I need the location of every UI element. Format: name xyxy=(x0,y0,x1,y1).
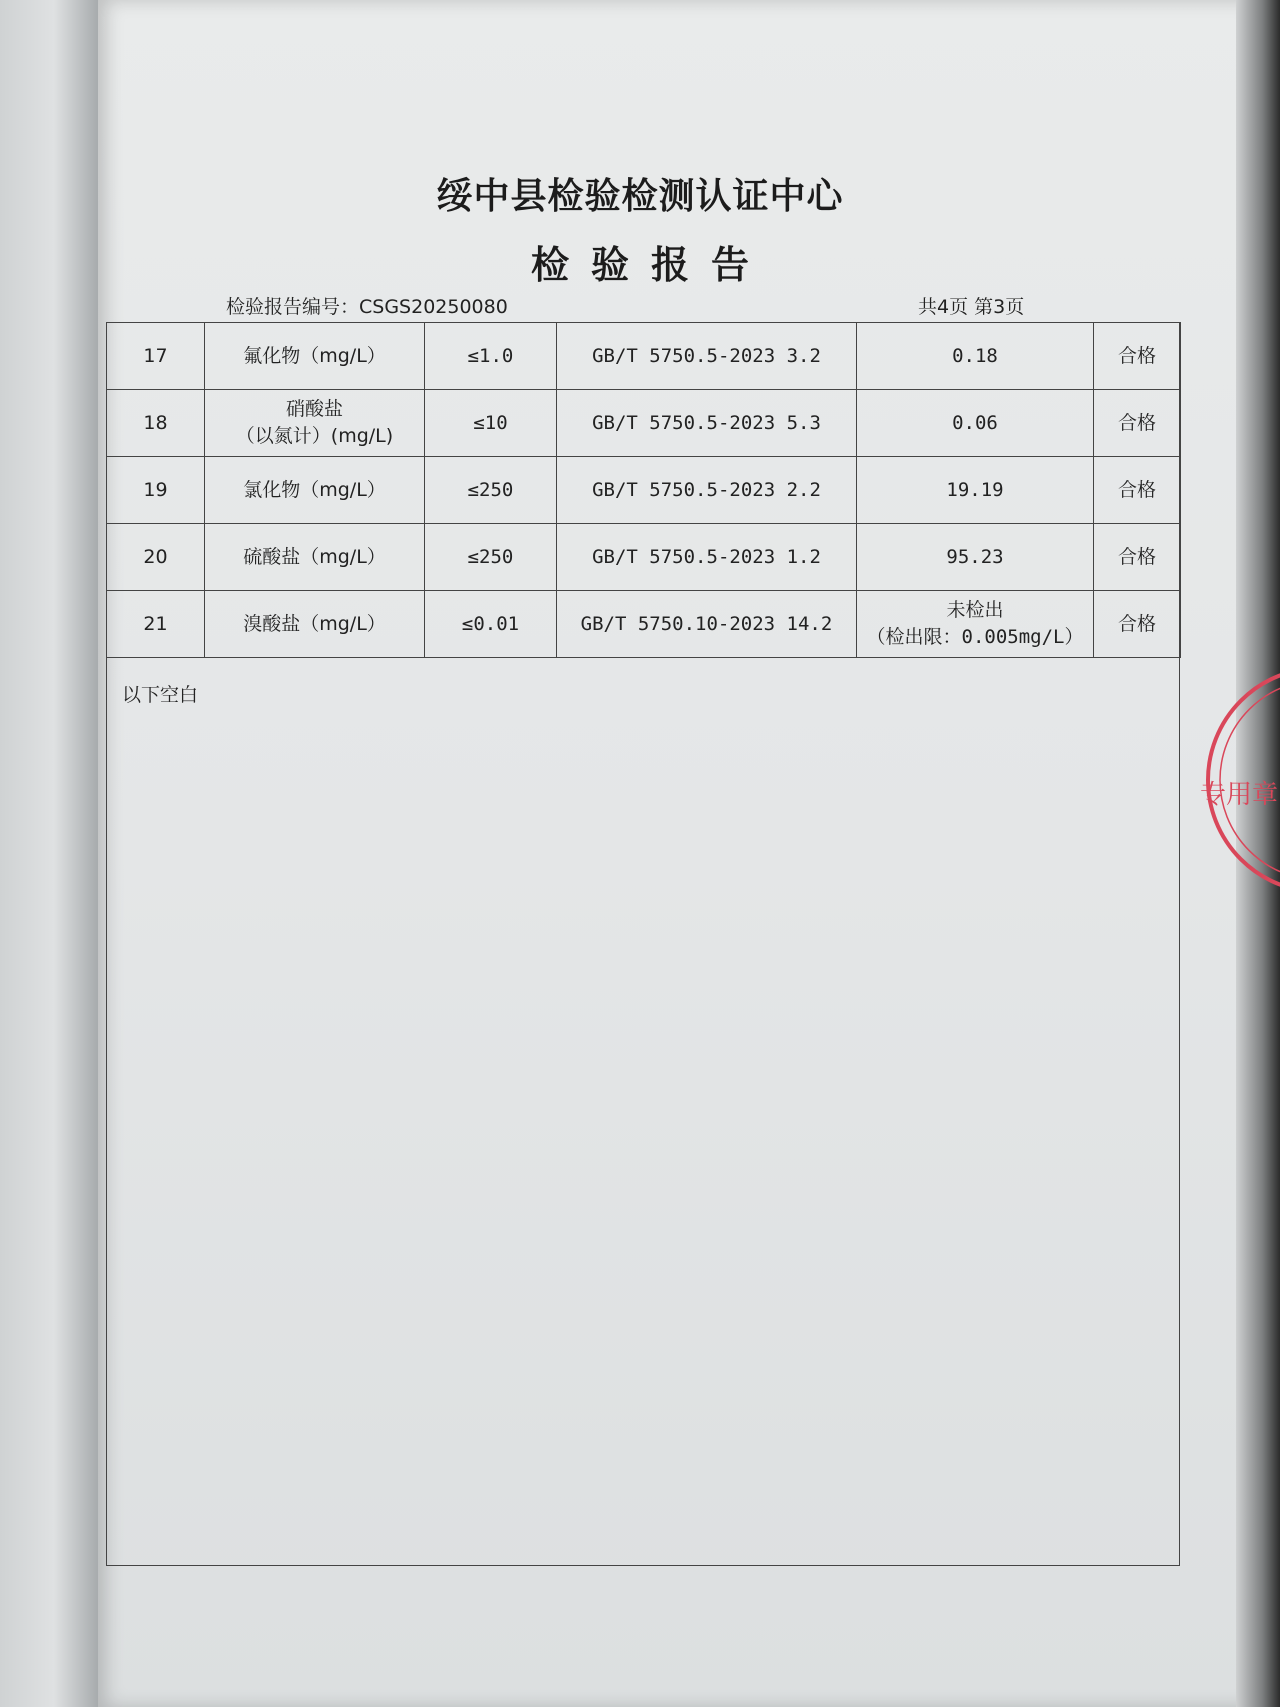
cell-limit-text: ≤1.0 xyxy=(467,344,514,367)
cell-limit-text: ≤250 xyxy=(467,545,514,568)
report-number: 检验报告编号：CSGS20250080 xyxy=(226,296,508,318)
cell-limit xyxy=(425,390,557,457)
cell-result-text: 0.18 xyxy=(952,344,998,367)
cell-method-text: GB/T 5750.5-2023 2.2 xyxy=(592,478,821,501)
cell-verdict-text: 合格 xyxy=(1117,478,1156,501)
cell-verdict-text: 合格 xyxy=(1117,612,1156,635)
cell-method-text: GB/T 5750.5-2023 5.3 xyxy=(592,411,821,434)
cell-limit xyxy=(425,591,557,658)
cell-result-text: 0.06 xyxy=(952,411,998,434)
cell-result-text: 19.19 xyxy=(946,478,1004,501)
org-name: 绥中县检验检测认证中心 xyxy=(436,175,844,217)
cell-verdict xyxy=(1094,457,1181,524)
table-row xyxy=(107,524,1181,591)
cell-no xyxy=(107,390,205,457)
cell-verdict-text: 合格 xyxy=(1117,411,1156,434)
cell-limit-text: ≤0.01 xyxy=(461,612,520,635)
cell-limit xyxy=(425,524,557,591)
cell-result xyxy=(857,390,1094,457)
cell-no xyxy=(107,591,205,658)
cell-no xyxy=(107,323,205,390)
cell-method-text: GB/T 5750.10-2023 14.2 xyxy=(580,612,833,635)
cell-method xyxy=(557,323,857,390)
cell-limit xyxy=(425,457,557,524)
cell-verdict xyxy=(1094,323,1181,390)
cell-item-text: 硫酸盐（mg/L） xyxy=(243,545,386,568)
page-title: 检验报告 xyxy=(530,242,771,287)
cell-method-text: GB/T 5750.5-2023 3.2 xyxy=(592,344,821,367)
cell-item xyxy=(205,390,425,457)
cell-result-text: 95.23 xyxy=(946,545,1004,568)
cell-item-text-line2: （以氮计）(mg/L) xyxy=(235,425,394,447)
cell-item-text: 溴酸盐（mg/L） xyxy=(243,612,386,635)
cell-verdict-text: 合格 xyxy=(1117,545,1156,568)
table-row xyxy=(107,457,1181,524)
cell-item xyxy=(205,323,425,390)
cell-method-text: GB/T 5750.5-2023 1.2 xyxy=(592,545,821,568)
cell-item xyxy=(205,524,425,591)
seal-text: 专用章 xyxy=(1200,780,1279,810)
cell-item xyxy=(205,591,425,658)
cell-verdict xyxy=(1094,591,1181,658)
cell-limit xyxy=(425,323,557,390)
cell-result xyxy=(857,457,1094,524)
table-row xyxy=(107,390,1181,457)
cell-result xyxy=(857,323,1094,390)
cell-verdict xyxy=(1094,390,1181,457)
cell-no-text: 20 xyxy=(143,545,168,568)
results-table xyxy=(106,322,1181,658)
cell-method xyxy=(557,457,857,524)
cell-method xyxy=(557,591,857,658)
cell-no xyxy=(107,457,205,524)
cell-limit-text: ≤10 xyxy=(473,411,508,434)
cell-no-text: 19 xyxy=(143,478,168,501)
official-seal xyxy=(1190,665,1280,895)
cell-verdict-text: 合格 xyxy=(1117,344,1156,367)
cell-method xyxy=(557,390,857,457)
page-count: 共4页 第3页 xyxy=(918,296,1025,318)
cell-item xyxy=(205,457,425,524)
cell-method xyxy=(557,524,857,591)
cell-item-text: 氯化物（mg/L） xyxy=(243,478,386,501)
cell-result-text: 未检出 xyxy=(946,599,1004,621)
table-row xyxy=(107,323,1181,390)
cell-result-text-line2: （检出限：0.005mg/L） xyxy=(866,626,1084,648)
cell-item-text: 氟化物（mg/L） xyxy=(243,344,386,367)
blank-note: 以下空白 xyxy=(122,684,199,706)
cell-no xyxy=(107,524,205,591)
cell-item-text: 硝酸盐 xyxy=(285,398,343,420)
table-row xyxy=(107,591,1181,658)
cell-no-text: 17 xyxy=(143,344,168,367)
cell-no-text: 21 xyxy=(143,612,168,635)
cell-no-text: 18 xyxy=(143,411,168,434)
cell-result xyxy=(857,591,1094,658)
cell-verdict xyxy=(1094,524,1181,591)
cell-result xyxy=(857,524,1094,591)
cell-limit-text: ≤250 xyxy=(467,478,514,501)
